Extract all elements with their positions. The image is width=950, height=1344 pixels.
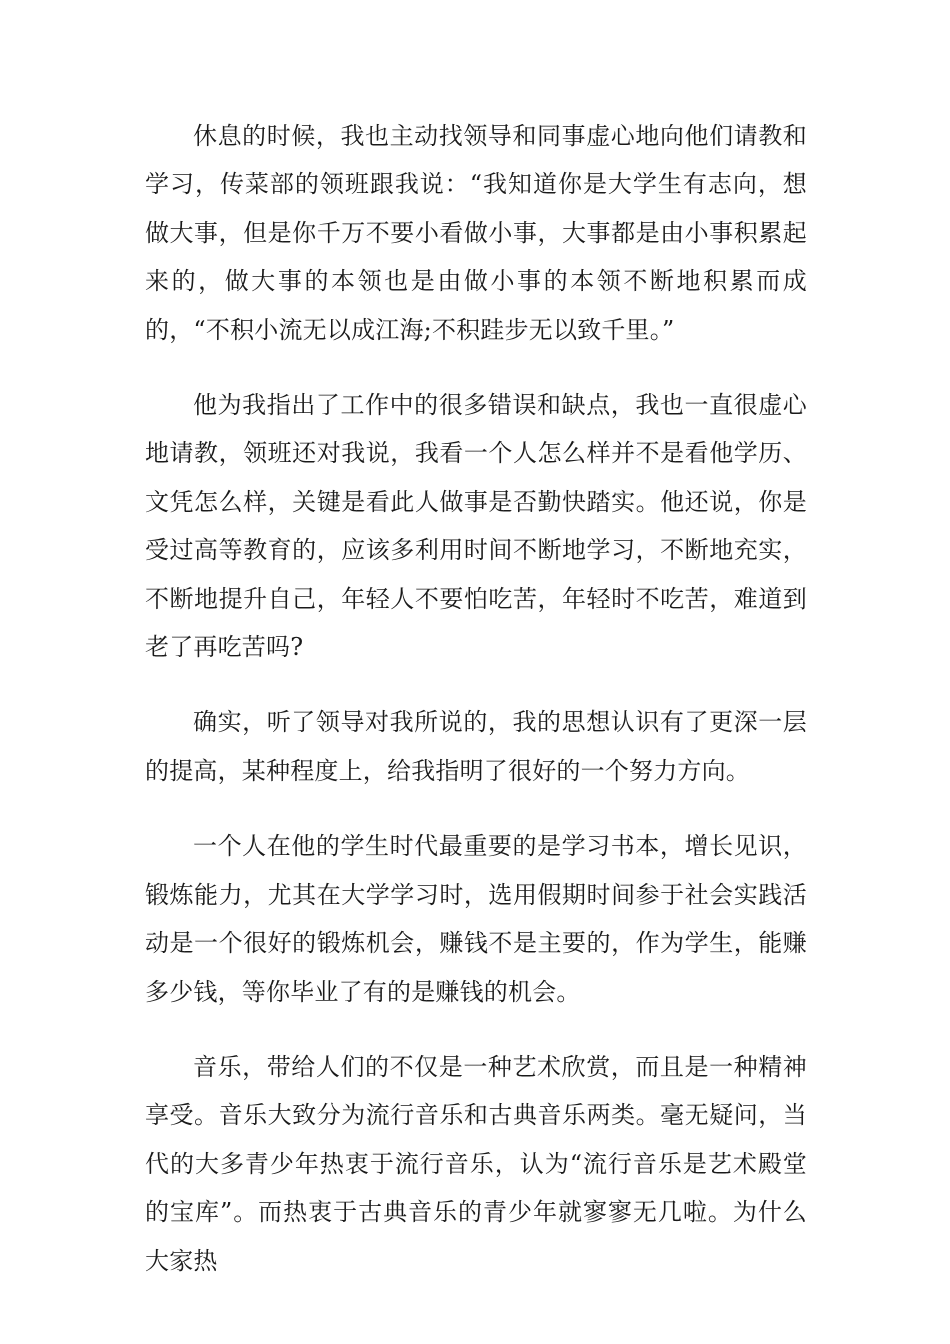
document-body	[145, 112, 807, 1312]
paragraph-2: 他为我指出了工作中的很多错误和缺点，我也一直很虚心地请教，领班还对我说，我看一个人怎么样并不是看他学历、文凭怎么样，关键是看此人做事是否勤快踏实。他还说，你是受过高等教育的，应该多利用时间不断地学习，不断地充实，不断地提升自己，年轻人不要怕吃苦，年轻时不吃苦，难道到老了再吃苦吗?	[145, 391, 807, 662]
paragraph-5: 音乐，带给人们的不仅是一种艺术欣赏，而且是一种精神享受。音乐大致分为流行音乐和古典音乐两类。毫无疑问，当代的大多青少年热衷于流行音乐，认为“流行音乐是艺术殿堂的宝库”。而热衷于古典音乐的青少年就寥寥无几啦。为什么大家热	[145, 1052, 807, 1275]
paragraph-4: 一个人在他的学生时代最重要的是学习书本，增长见识，锻炼能力，尤其在大学学习时，选用假期时间参于社会实践活动是一个很好的锻炼机会，赚钱不是主要的，作为学生，能赚多少钱，等你毕业了有的是赚钱的机会。	[145, 832, 807, 1006]
paragraph-3: 确实，听了领导对我所说的，我的思想认识有了更深一层的提高，某种程度上，给我指明了很好的一个努力方向。	[145, 708, 807, 785]
paragraph-1: 休息的时候，我也主动找领导和同事虚心地向他们请教和学习，传菜部的领班跟我说：“我知道你是大学生有志向，想做大事，但是你千万不要小看做小事，大事都是由小事积累起来的，做大事的本领也是由做小事的本领不断地积累而成的，“不积小流无以成江海;不积跬步无以致千里。”	[145, 122, 807, 344]
